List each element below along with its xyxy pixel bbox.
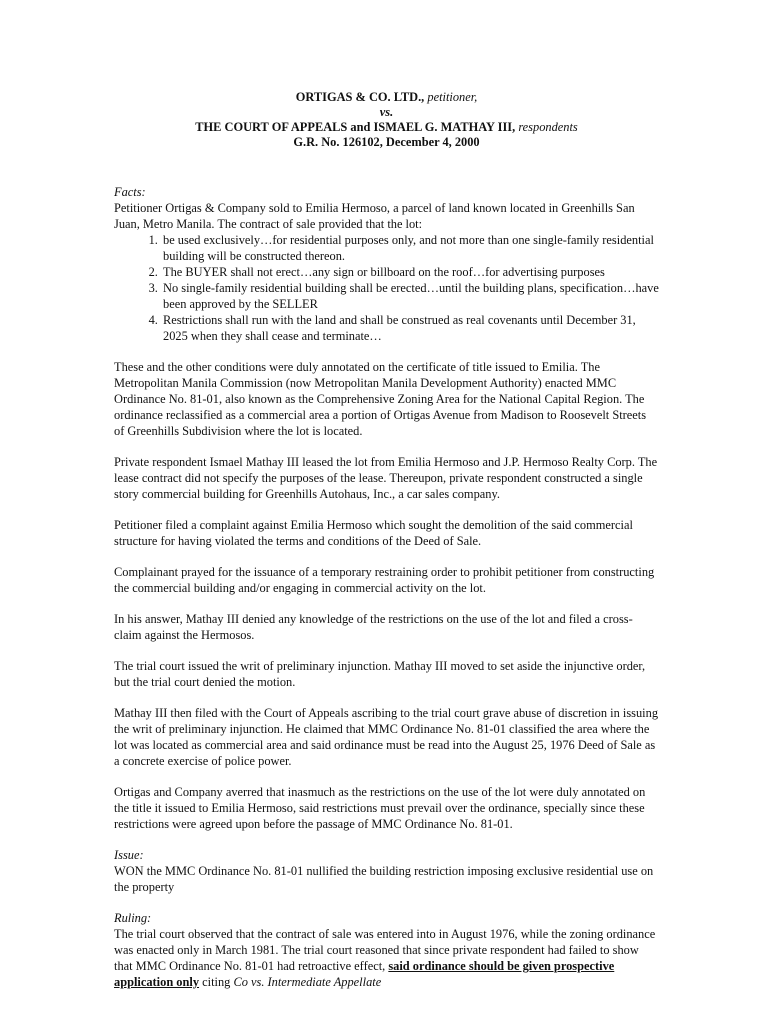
document-page <box>114 90 659 990</box>
condition-item: 3. No single-family residential building shall be erected…until the building plans, specification…have been approved by the SELLER <box>161 280 659 312</box>
facts-paragraph: In his answer, Mathay III denied any knowledge of the restrictions on the use of the lot and filed a cross-claim against the Hermosos. <box>114 612 633 642</box>
facts-paragraph: Private respondent Ismael Mathay III leased the lot from Emilia Hermoso and J.P. Hermoso Realty Corp. The lease contract did not specify the purposes of the lease. Thereupon, private respondent constructed a single story commercial building for Greenhills Autohaus, Inc., a car sales company. <box>114 455 658 501</box>
petitioner-name: ORTIGAS & CO. LTD., <box>295 90 425 104</box>
case-number: G.R. No. 126102, December 4, 2000 <box>293 135 480 149</box>
respondents-name: THE COURT OF APPEALS and ISMAEL G. MATHAY III, <box>195 120 516 134</box>
ruling-citation: Co vs. Intermediate Appellate <box>233 975 382 989</box>
case-caption <box>94 90 679 150</box>
facts-paragraph: The trial court issued the writ of preliminary injunction. Mathay III moved to set aside the injunctive order, but the trial court denied the motion. <box>114 659 646 689</box>
respondents-role: respondents <box>518 120 578 134</box>
facts-paragraph: Complainant prayed for the issuance of a temporary restraining order to prohibit petitioner from constructing the commercial building and/or engaging in commercial activity on the lot. <box>114 565 655 595</box>
ruling-label: Ruling: <box>114 911 152 925</box>
ruling-text <box>114 926 659 990</box>
conditions-list <box>114 232 659 344</box>
petitioner-role: petitioner, <box>427 90 478 104</box>
condition-item: 4. Restrictions shall run with the land and shall be construed as real covenants until December 31, 2025 when they shall cease and terminate… <box>161 312 659 344</box>
versus-line: vs. <box>379 105 394 119</box>
facts-intro: Petitioner Ortigas & Company sold to Emilia Hermoso, a parcel of land known located in Greenhills San Juan, Metro Manila. The contract of sale provided that the lot: <box>114 201 635 231</box>
respondents-line <box>94 120 679 135</box>
facts-label: Facts: <box>114 185 146 199</box>
issue-text: WON the MMC Ordinance No. 81-01 nullified the building restriction imposing exclusive residential use on the property <box>114 864 654 894</box>
ruling-text-before: The trial court observed that the contract of sale was entered into in August 1976, while the zoning ordinance was enacted only in March 1981. The trial court reasoned that since private respondent had failed to show that MMC Ordinance No. 81-01 had retroactive effect, <box>114 927 656 973</box>
condition-item: 1. be used exclusively…for residential purposes only, and not more than one single-family residential building will be constructed thereon. <box>161 232 659 264</box>
facts-paragraph: These and the other conditions were duly annotated on the certificate of title issued to Emilia. The Metropolitan Manila Commission (now Metropolitan Manila Development Authority) enacted MMC Ordinance No. 81-01, also known as the Comprehensive Zoning Area for the National Capital Region. The ordinance reclassified as a commercial area a portion of Ortigas Avenue from Madison to Roosevelt Streets of Greenhills Subdivision where the lot is located. <box>114 360 647 438</box>
issue-label: Issue: <box>114 848 144 862</box>
ruling-text-after: citing <box>199 975 234 989</box>
ruling-emphasis: said ordinance should be given prospective application only <box>114 959 615 989</box>
facts-paragraph: Mathay III then filed with the Court of Appeals ascribing to the trial court grave abuse of discretion in issuing the writ of preliminary injunction. He claimed that MMC Ordinance No. 81-01 classified the area where the lot was located as commercial area and said ordinance must be read into the August 25, 1976 Deed of Sale as a concrete exercise of police power. <box>114 706 659 768</box>
petitioner-line <box>94 90 679 105</box>
condition-item: 2. The BUYER shall not erect…any sign or billboard on the roof…for advertising purposes <box>161 264 659 280</box>
facts-paragraph: Petitioner filed a complaint against Emilia Hermoso which sought the demolition of the said commercial structure for having violated the terms and conditions of the Deed of Sale. <box>114 518 633 548</box>
facts-paragraph: Ortigas and Company averred that inasmuch as the restrictions on the use of the lot were duly annotated on the title it issued to Emilia Hermoso, said restrictions must prevail over the ordinance, specially since these restrictions were agreed upon before the passage of MMC Ordinance No. 81-01. <box>114 785 646 831</box>
